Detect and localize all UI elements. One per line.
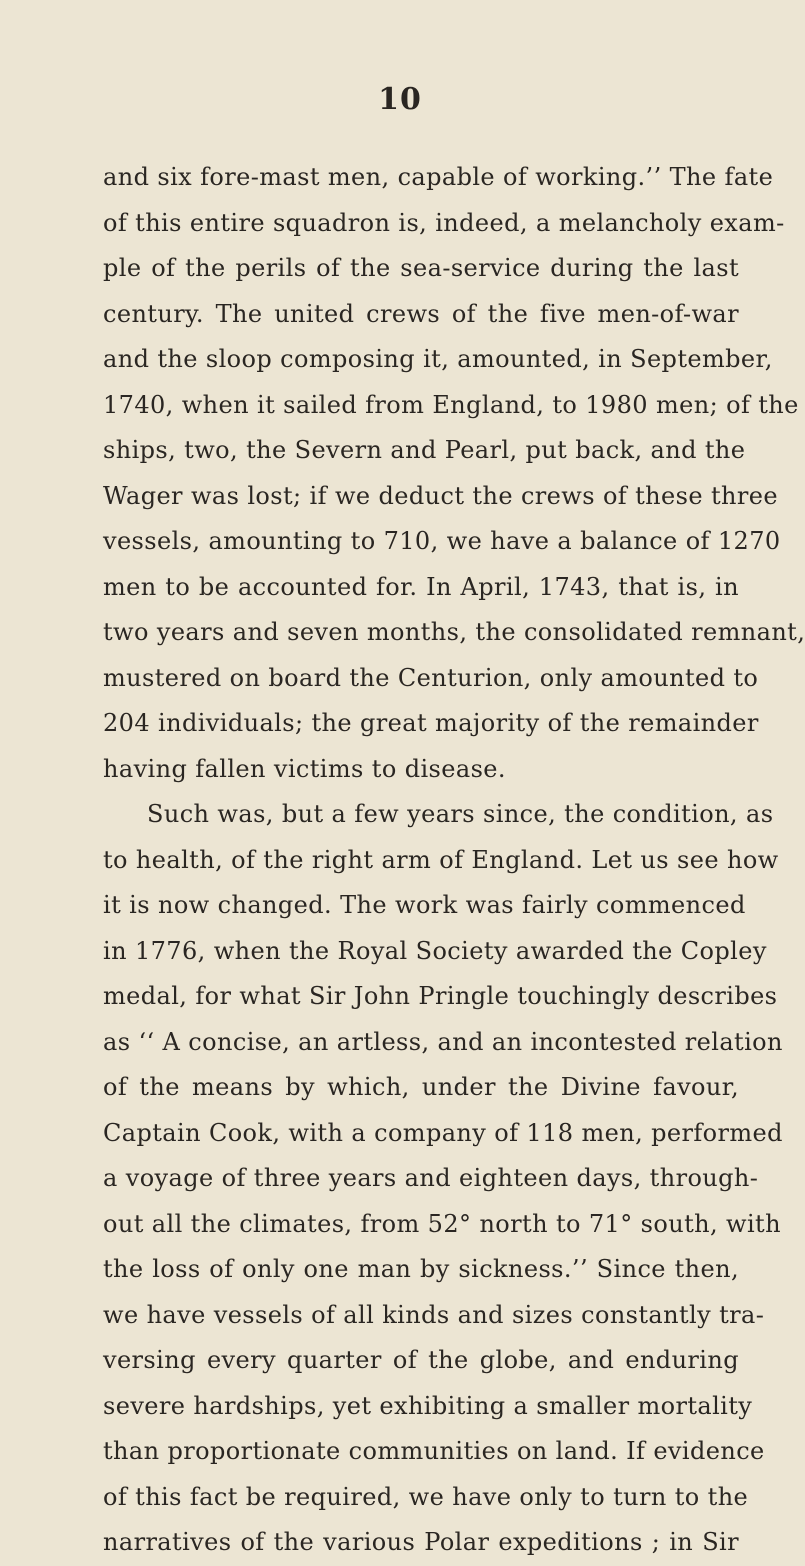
paragraph-start-line: Such was, but a few years since, the condition, as (147, 800, 774, 828)
text-line: and six fore-mast men, capable of working.’’ The fate (103, 163, 774, 191)
text-line: of this fact be required, we have only to turn to the (103, 1482, 749, 1511)
text-line: ple of the perils of the sea-service during the last (103, 254, 739, 282)
text-line: of this entire squadron is, indeed, a melancholy exam- (103, 208, 785, 237)
text-line: a voyage of three years and eighteen days, through- (103, 1164, 759, 1192)
text-line: the loss of only one man by sickness.’’ Since then, (103, 1255, 739, 1283)
text-line: mustered on board the Centurion, only amounted to (103, 663, 759, 692)
text-line: narratives of the various Polar expeditions ; in Sir (103, 1528, 739, 1556)
page-number: 10 (378, 82, 422, 117)
text-line: 1740, when it sailed from England, to 1980 men; of the (103, 390, 799, 419)
text-line: medal, for what Sir John Pringle touchingly describes (103, 982, 778, 1010)
text-line: of the means by which, under the Divine favour, (103, 1073, 739, 1101)
text-line: two years and seven months, the consolidated remnant, (103, 618, 805, 646)
paragraph-end-line: having fallen victims to disease. (103, 754, 506, 783)
text-line: Wager was lost; if we deduct the crews of these three (103, 481, 778, 510)
text-line: to health, of the right arm of England. Let us see how (103, 845, 779, 874)
text-line: ships, two, the Severn and Pearl, put back, and the (103, 436, 746, 464)
text-line: Captain Cook, with a company of 118 men, performed (103, 1118, 783, 1147)
body-text (103, 155, 805, 1566)
text-line: vessels, amounting to 710, we have a balance of 1270 (103, 527, 781, 555)
text-line: we have vessels of all kinds and sizes constantly tra- (103, 1300, 765, 1329)
text-line: out all the climates, from 52° north to 71° south, with (103, 1209, 781, 1238)
text-line: as ‘‘ A concise, an artless, and an incontested relation (103, 1027, 783, 1056)
text-line: men to be accounted for. In April, 1743, that is, in (103, 572, 739, 601)
text-line: 204 individuals; the great majority of the remainder (103, 709, 759, 737)
text-line: than proportionate communities on land. If evidence (103, 1437, 765, 1465)
text-line: versing every quarter of the globe, and enduring (103, 1346, 739, 1374)
text-line: severe hardships, yet exhibiting a smaller mortality (103, 1391, 753, 1420)
text-line: in 1776, when the Royal Society awarded the Copley (103, 936, 767, 965)
text-line: century. The united crews of the five men-of-war (103, 299, 739, 328)
text-line: and the sloop composing it, amounted, in September, (103, 345, 773, 373)
text-line: it is now changed. The work was fairly commenced (103, 891, 746, 919)
